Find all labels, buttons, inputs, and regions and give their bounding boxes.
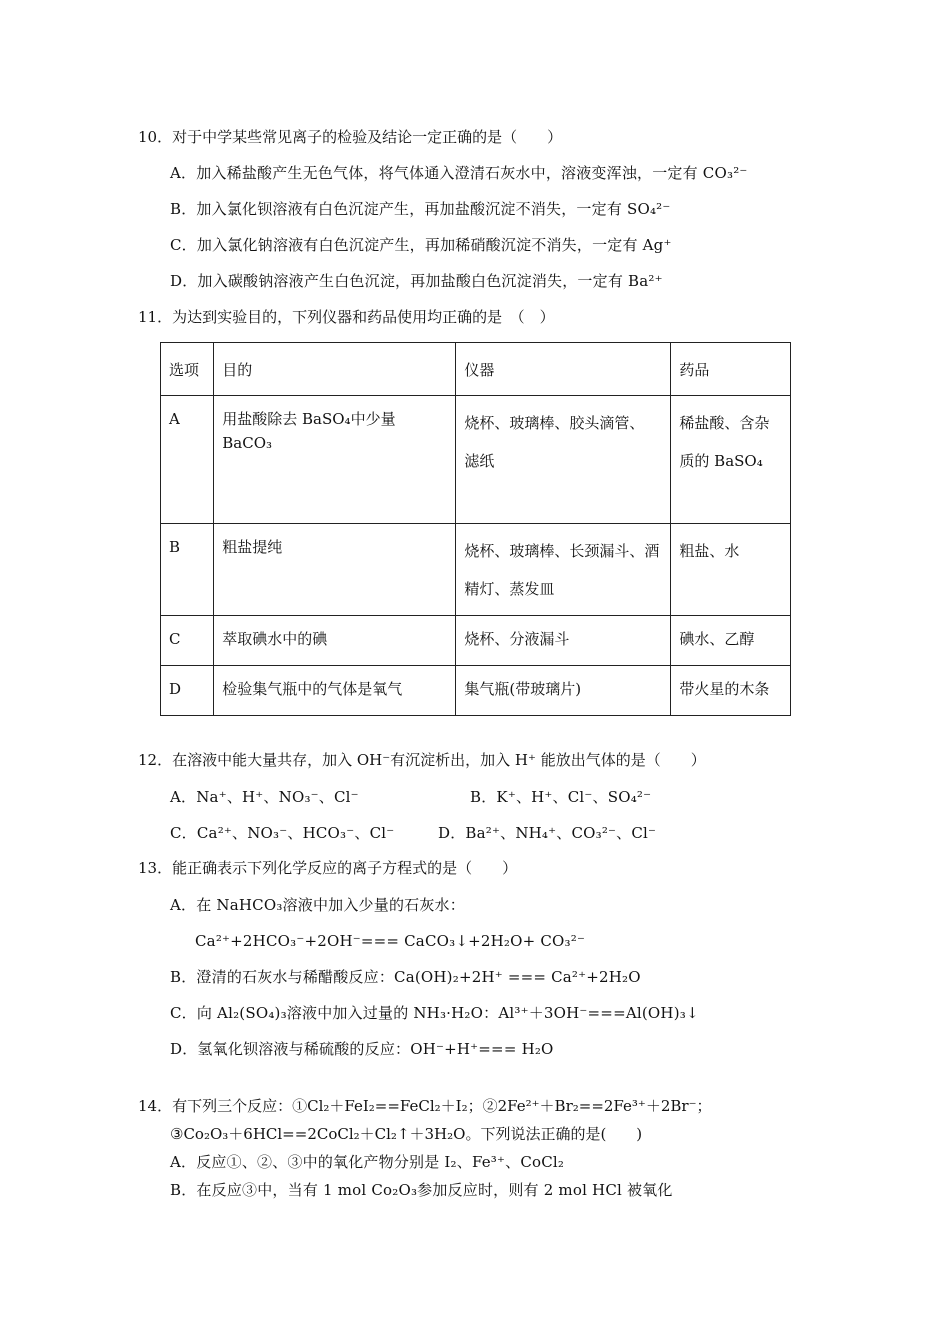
row-b-apparatus: 烧杯、玻璃棒、长颈漏斗、酒精灯、蒸发皿 — [456, 524, 671, 616]
row-d-reagents: 带火星的木条 — [671, 666, 791, 716]
q10-option-c: C．加入氯化钠溶液有白色沉淀产生，再加稀硝酸沉淀不消失，一定有 Ag⁺ — [170, 236, 672, 254]
q13-option-a-equation: Ca²⁺+2HCO₃⁻+2OH⁻=== CaCO₃↓+2H₂O+ CO₃²⁻ — [195, 932, 586, 950]
table-row — [161, 616, 791, 666]
row-a-purpose: 用盐酸除去 BaSO₄中少量 BaCO₃ — [214, 396, 456, 524]
q12-option-d: D．Ba²⁺、NH₄⁺、CO₃²⁻、Cl⁻ — [438, 824, 657, 842]
table-header-row — [161, 343, 791, 396]
row-a-reagents: 稀盐酸、含杂质的 BaSO₄ — [671, 396, 791, 524]
q14-option-b: B．在反应③中，当有 1 mol Co₂O₃参加反应时，则有 2 mol HCl 被氧化 — [170, 1181, 673, 1199]
row-d-apparatus: 集气瓶(带玻璃片) — [456, 666, 671, 716]
row-c-option: C — [161, 616, 214, 666]
q13-option-d: D．氢氧化钡溶液与稀硫酸的反应：OH⁻+H⁺=== H₂O — [170, 1040, 554, 1058]
q10-stem: 10．对于中学某些常见离子的检验及结论一定正确的是（ ） — [138, 128, 563, 146]
row-d-option: D — [161, 666, 214, 716]
row-b-reagents: 粗盐、水 — [671, 524, 791, 616]
row-a-apparatus: 烧杯、玻璃棒、胶头滴管、 滤纸 — [456, 396, 671, 524]
header-apparatus: 仪器 — [456, 343, 671, 396]
q12-stem: 12．在溶液中能大量共存，加入 OH⁻有沉淀析出，加入 H⁺ 能放出气体的是（ ） — [138, 751, 706, 769]
q12-option-c: C．Ca²⁺、NO₃⁻、HCO₃⁻、Cl⁻ — [170, 824, 395, 842]
q14-stem: 14．有下列三个反应：①Cl₂＋FeI₂==FeCl₂＋I₂；②2Fe²⁺＋Br₂==2Fe³⁺＋2Br⁻； — [138, 1097, 712, 1115]
q11-table — [160, 342, 791, 716]
q12-option-a: A．Na⁺、H⁺、NO₃⁻、Cl⁻ — [170, 788, 359, 806]
q10-option-a: A．加入稀盐酸产生无色气体，将气体通入澄清石灰水中，溶液变浑浊，一定有 CO₃²⁻ — [170, 164, 748, 182]
row-b-option: B — [161, 524, 214, 616]
row-d-purpose: 检验集气瓶中的气体是氧气 — [214, 666, 456, 716]
q13-option-b: B．澄清的石灰水与稀醋酸反应：Ca(OH)₂+2H⁺ === Ca²⁺+2H₂O — [170, 968, 641, 986]
q11-stem: 11．为达到实验目的，下列仪器和药品使用均正确的是 （ ） — [138, 308, 555, 326]
row-c-purpose: 萃取碘水中的碘 — [214, 616, 456, 666]
header-reagents: 药品 — [671, 343, 791, 396]
row-c-apparatus: 烧杯、分液漏斗 — [456, 616, 671, 666]
header-option: 选项 — [161, 343, 214, 396]
q10-option-b: B．加入氯化钡溶液有白色沉淀产生，再加盐酸沉淀不消失，一定有 SO₄²⁻ — [170, 200, 671, 218]
q14-option-a: A．反应①、②、③中的氧化产物分别是 I₂、Fe³⁺、CoCl₂ — [170, 1153, 565, 1171]
table-row — [161, 396, 791, 524]
q13-option-a: A．在 NaHCO₃溶液中加入少量的石灰水： — [170, 896, 465, 914]
table-row — [161, 666, 791, 716]
q10-option-d: D．加入碳酸钠溶液产生白色沉淀，再加盐酸白色沉淀消失，一定有 Ba²⁺ — [170, 272, 663, 290]
q13-stem: 13．能正确表示下列化学反应的离子方程式的是（ ） — [138, 859, 518, 877]
q13-option-c: C．向 Al₂(SO₄)₃溶液中加入过量的 NH₃·H₂O：Al³⁺＋3OH⁻===Al(OH)₃↓ — [170, 1004, 699, 1022]
table-row — [161, 524, 791, 616]
row-a-option: A — [161, 396, 214, 524]
q12-option-b: B．K⁺、H⁺、Cl⁻、SO₄²⁻ — [470, 788, 652, 806]
q14-stem-line2: ③Co₂O₃＋6HCl==2CoCl₂＋Cl₂↑＋3H₂O。下列说法正确的是( ) — [170, 1125, 643, 1143]
row-b-purpose: 粗盐提纯 — [214, 524, 456, 616]
row-c-reagents: 碘水、乙醇 — [671, 616, 791, 666]
header-purpose: 目的 — [214, 343, 456, 396]
